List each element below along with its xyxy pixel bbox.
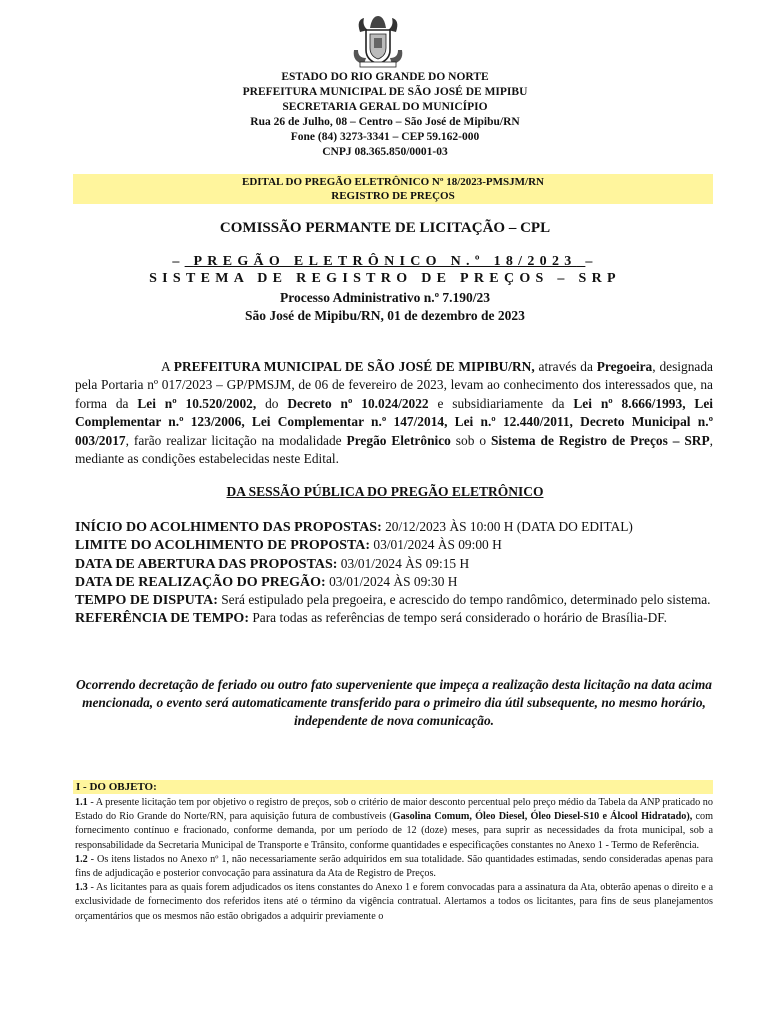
date-row-realization: DATA DE REALIZAÇÃO DO PREGÃO: 03/01/2024 ÀS 09:30 H xyxy=(75,573,458,590)
date-place: São José de Mipibu/RN, 01 de dezembro de 2023 xyxy=(245,308,525,323)
objeto-items xyxy=(75,796,713,924)
date-row-opening: DATA DE ABERTURA DAS PROPOSTAS: 03/01/2024 ÀS 09:15 H xyxy=(75,555,470,572)
address: Rua 26 de Julho, 08 – Centro – São José de Mipibu/RN xyxy=(250,116,520,128)
municipal-coat-of-arms-icon xyxy=(350,14,406,68)
dash-right: – xyxy=(585,254,598,269)
edital-banner xyxy=(73,174,713,204)
date-row-limit: LIMITE DO ACOLHIMENTO DE PROPOSTA: 03/01/2024 ÀS 09:00 H xyxy=(75,537,502,554)
cnpj: CNPJ 08.365.850/0001-03 xyxy=(322,146,448,158)
municipality-name: PREFEITURA MUNICIPAL DE SÃO JOSÉ DE MIPIBU xyxy=(242,86,528,98)
edital-number: EDITAL DO PREGÃO ELETRÔNICO Nº 18/2023-PMSJM/RN xyxy=(242,176,544,188)
secretariat-name: SECRETARIA GERAL DO MUNICÍPIO xyxy=(282,101,488,113)
pregao-number: PREGÃO ELETRÔNICO N.º 18/2023 xyxy=(193,254,577,269)
phone-cep: Fone (84) 3273-3341 – CEP 59.162-000 xyxy=(290,131,480,143)
session-dates xyxy=(75,518,713,628)
item-1-3: 1.3 - As licitantes para as quais forem adjudicados os itens constantes do Anexo 1 e forem convocadas para a assinatura da Ata, obterão apenas o direito e a exclusividade de fornecimento dos referidos itens até o término da vigência contratual. Alertamos a todos os licitantes, para fins de seus planejamentos orçamentários que os mesmos não estão obrigados a adquirir previamente o xyxy=(75,882,713,922)
dispute-time: TEMPO DE DISPUTA: Será estipulado pela pregoeira, e acrescido do tempo randômico, determinado pelo sistema. xyxy=(75,592,711,609)
edital-type: REGISTRO DE PREÇOS xyxy=(331,190,455,202)
item-1-1: 1.1 - A presente licitação tem por objetivo o registro de preços, sob o critério de maior desconto percentual pelo preço médio da Tabela da ANP praticado no Estado do Rio Grande do Norte/RN, para aquisição futura de combustíveis (Gasolina Comum, Óleo Diesel, Óleo Diesel-S10 e Álcool Hidratado), com fornecimento contínuo e fracionado, conforme demanda, por um período de 12 (doze) meses, para suprir as necessidades da frota municipal, sob a responsabilidade da Secretaria Municipal de Transporte e Trânsito, conforme quantidades e especificações constantes no Anexo 1 - Termo de Referência. xyxy=(75,797,714,851)
intro-paragraph: A PREFEITURA MUNICIPAL DE SÃO JOSÉ DE MIPIBU/RN, através da Pregoeira, designada pela Portaria nº 017/2023 – GP/PMSJM, de 06 de fevereiro de 2023, levam ao conhecimento dos interessados que, na forma da Lei nº 10.520/2002, do Decreto nº 10.024/2022 e subsidiariamente da Lei nº 8.666/1993, Lei Complementar n.º 123/2006, Lei Complementar n.º 147/2014, Lei n.º 12.440/2011, Decreto Municipal n.º 003/2017, farão realizar licitação na modalidade Pregão Eletrônico sob o Sistema de Registro de Preços – SRP, mediante as condições estabelecidas neste Edital. xyxy=(75,359,714,467)
dash-left: – xyxy=(172,254,185,269)
srp-title: SISTEMA DE REGISTRO DE PREÇOS – SRP xyxy=(149,271,621,286)
process-number: Processo Administrativo n.º 7.190/23 xyxy=(279,290,491,305)
letterhead xyxy=(0,70,770,160)
session-title: DA SESSÃO PÚBLICA DO PREGÃO ELETRÔNICO xyxy=(226,484,544,499)
state-name: ESTADO DO RIO GRANDE DO NORTE xyxy=(281,71,489,83)
date-row-start: INÍCIO DO ACOLHIMENTO DAS PROPOSTAS: 20/12/2023 ÀS 10:00 H (DATA DO EDITAL) xyxy=(75,519,633,535)
objeto-heading: I - DO OBJETO: xyxy=(73,780,713,794)
item-1-2: 1.2 - Os itens listados no Anexo nº 1, não necessariamente serão adquiridos em sua totalidade. São quantidades estimadas, sendo consideradas apenas para fins de adjudicação e posterior convocação para assinatura da Ata de Registro de Preços. xyxy=(75,853,713,880)
time-reference: REFERÊNCIA DE TEMPO: Para todas as referências de tempo será considerado o horário de Brasília-DF. xyxy=(75,610,667,627)
commission-title: COMISSÃO PERMANTE DE LICITAÇÃO – CPL xyxy=(219,220,551,236)
pregao-title xyxy=(0,254,770,270)
holiday-note: Ocorrendo decretação de feriado ou outro fato superveniente que impeça a realização desta licitação na data acima mencionada, o evento será automaticamente transferido para o primeiro dia útil subsequente, no mesmo horário, independente de nova comunicação. xyxy=(76,677,712,728)
